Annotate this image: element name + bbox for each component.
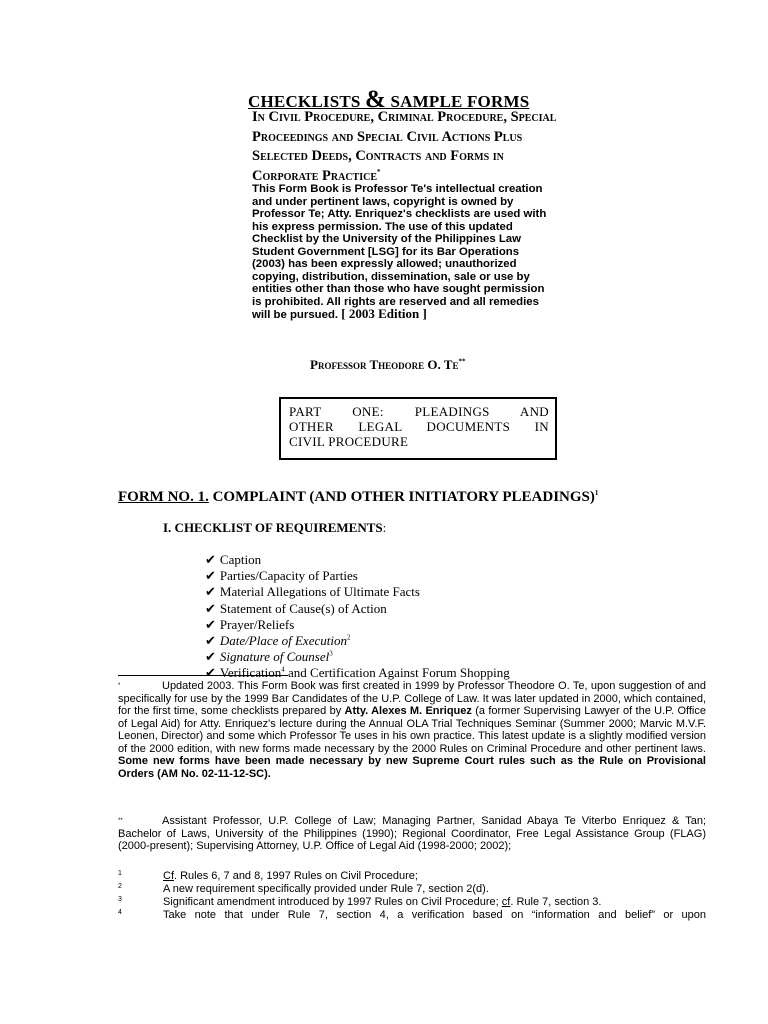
list-item-text: Signature of Counsel bbox=[219, 649, 330, 665]
footnote-3-cf: cf bbox=[501, 896, 511, 908]
title-part-1: CHECKLISTS bbox=[248, 92, 361, 111]
footnote-1-cf: Cf bbox=[163, 870, 174, 882]
footnote-star-bold-1: Atty. Alexes M. Enriquez bbox=[344, 705, 472, 717]
checkmark-icon: ✔ bbox=[205, 666, 216, 682]
checkmark-icon: ✔ bbox=[205, 617, 216, 633]
list-item-footnote-mark: 4 bbox=[281, 666, 285, 675]
checkmark-icon: ✔ bbox=[205, 569, 216, 585]
part-box-text bbox=[289, 404, 549, 449]
footnote-star-text-1: Updated 2003. This Form Book was first created in 1999 by Professor Theodore O. Te, upon suggestion of and specifically for use by the 1999 Bar Candidates of the U.P. College of Law. It was later updated in 2000, which contained, for the first time, some checklists prepared by bbox=[118, 680, 706, 717]
footnote-3-mark: 3 bbox=[118, 896, 122, 903]
title-ampersand: & bbox=[365, 86, 387, 113]
form-number: FORM NO. 1. bbox=[118, 489, 209, 505]
footnote-1 bbox=[163, 870, 418, 882]
footnote-3-text: Significant amendment introduced by 1997 Rules on Civil Procedure; bbox=[163, 896, 499, 908]
footnote-double-star-mark: ** bbox=[118, 818, 123, 824]
section-heading-colon: : bbox=[382, 520, 387, 535]
footnote-4-text: Take note that under Rule 7, section 4, a verification based on “information and belief” or upon bbox=[163, 909, 706, 921]
form-title: COMPLAINT (AND OTHER INITIATORY PLEADINGS) bbox=[212, 489, 595, 505]
footnote-double-star-text: Assistant Professor, U.P. College of Law; Managing Partner, Sanidad Abaya Te Viterbo Enriquez & Tan; Bachelor of Laws, University of the Philippines (1990); Regional Coordinator, Free Legal Assistance Group (FLAG) (2000-present); Supervising Attorney, U.P. Office of Legal Aid (1998-2000; 2002); bbox=[118, 815, 706, 852]
subtitle-text: In Civil Procedure, Criminal Procedure, Special Proceedings and Special Civil Actions Plus Selected Deeds, Contracts and Forms in Corporate Practice bbox=[252, 109, 557, 184]
footnote-2-mark: 2 bbox=[118, 883, 122, 890]
checkmark-icon: ✔ bbox=[205, 601, 216, 617]
author-text: Professor Theodore O. Te bbox=[310, 357, 459, 372]
footnote-star-mark: * bbox=[118, 683, 121, 689]
list-item-footnote-mark: 2 bbox=[346, 633, 351, 642]
list-item bbox=[205, 633, 510, 649]
list-item bbox=[205, 568, 510, 584]
list-item-text: Statement of Cause(s) of Action bbox=[219, 600, 387, 616]
list-item bbox=[205, 649, 510, 665]
form-footnote-mark: 1 bbox=[594, 489, 599, 497]
footnote-divider bbox=[118, 675, 288, 676]
list-item-text: Material Allegations of Ultimate Facts bbox=[219, 584, 420, 600]
footnote-2-text: A new requirement specifically provided under Rule 7, section 2(d). bbox=[163, 883, 489, 895]
section-heading-text: I. CHECKLIST OF REQUIREMENTS bbox=[163, 520, 383, 535]
list-item-text: Caption bbox=[219, 552, 262, 567]
list-item-footnote-mark: 3 bbox=[329, 649, 333, 658]
part-box-line-2: OTHER LEGAL DOCUMENTS IN bbox=[289, 419, 549, 434]
author-footnote-mark: ** bbox=[458, 357, 466, 366]
document-subtitle bbox=[252, 108, 572, 186]
section-heading bbox=[163, 520, 386, 536]
checkmark-icon: ✔ bbox=[205, 553, 216, 568]
copyright-notice bbox=[252, 183, 552, 322]
list-item-text: Prayer/Reliefs bbox=[219, 616, 295, 632]
list-item-text: Date/Place of Execution bbox=[219, 633, 347, 649]
list-item-text: Verification bbox=[219, 665, 282, 681]
list-item bbox=[205, 601, 510, 617]
footnote-4-mark: 4 bbox=[118, 909, 122, 916]
title-part-2: SAMPLE FORMS bbox=[390, 92, 530, 111]
part-box-line-3: CIVIL PROCEDURE bbox=[289, 434, 409, 449]
list-item bbox=[205, 584, 510, 600]
requirements-checklist bbox=[205, 552, 510, 682]
checkmark-icon: ✔ bbox=[205, 650, 216, 666]
footnote-3 bbox=[163, 896, 601, 908]
footnote-1-text: . Rules 6, 7 and 8, 1997 Rules on Civil Procedure; bbox=[174, 870, 418, 882]
footnote-star bbox=[118, 680, 706, 780]
footnote-1-mark: 1 bbox=[118, 870, 122, 877]
footnote-star-bold-2: Some new forms have been made necessary by new Supreme Court rules such as the Rule on Provisional Orders (AM No. 02-11-12-SC). bbox=[118, 755, 706, 780]
part-box-line-1: PART ONE: PLEADINGS AND bbox=[289, 404, 549, 419]
subtitle-footnote-mark: * bbox=[377, 167, 381, 176]
form-heading bbox=[118, 489, 598, 506]
list-item-text-rest: and Certification Against Forum Shopping bbox=[284, 665, 510, 681]
checkmark-icon: ✔ bbox=[205, 585, 216, 601]
checkmark-icon: ✔ bbox=[205, 634, 216, 650]
list-item bbox=[205, 617, 510, 633]
footnote-star-text-2: (a former Supervising Lawyer of the U.P. Office of Legal Aid) for Atty. Enriquez's lecture during the Annual OLA Trial Techniques Seminar (Summer 2000; Marvic M.V.F. Leonen, Director) and some which Professor Te uses in his own practice. This latest update is a slightly modified version of the 2000 edition, with new forms made necessary by the 2000 Rules on Criminal Procedure and other pertinent laws. bbox=[118, 705, 706, 755]
list-item-text: Parties/Capacity of Parties bbox=[219, 568, 358, 584]
footnote-double-star bbox=[118, 815, 706, 853]
edition-label: [ 2003 Edition ] bbox=[341, 306, 427, 321]
list-item bbox=[205, 552, 510, 568]
notice-text: This Form Book is Professor Te's intellectual creation and under pertinent laws, copyright is owned by Professor Te; Atty. Enriquez's checklists are used with his express permission. The use of this updated Checklist by the University of the Philippines Law Student Government [LSG] for its Bar Operations (2003) has been expressly allowed; unauthorized copying, distribution, dissemination, sale or use by entities other than those who have sought permission is prohibited. All rights are reserved and all remedies will be pursued. bbox=[252, 183, 547, 321]
footnote-3-rest: . Rule 7, section 3. bbox=[510, 896, 602, 908]
author-name bbox=[310, 357, 465, 373]
